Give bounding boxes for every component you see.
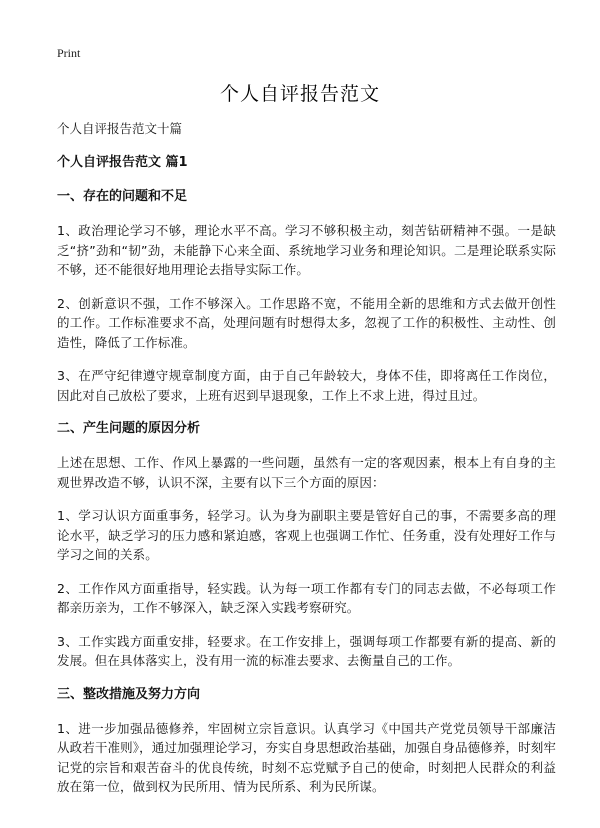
paragraph: 1、进一步加强品德修养，牢固树立宗旨意识。认真学习《中国共产党党员领导干部廉洁从政若干准则》，通过加强理论学习，夯实自身思想政治基础，加强自身品德修养，时刻牢记党的宗旨和艰苦奋斗的优良传统，时刻不忘党赋予自己的使命，时刻把人民群众的利益放在第一位，做到权为民所用、情为民所系、利为民所谋。	[57, 720, 556, 794]
paragraph: 1、政治理论学习不够，理论水平不高。学习不够积极主动，刻苦钻研精神不强。一是缺乏“挤”劲和“韧”劲，未能静下心来全面、系统地学习业务和理论知识。二是理论联系实际不够，还不能很好地用理论去指导实际工作。	[57, 223, 556, 277]
article-heading: 个人自评报告范文 篇1	[57, 155, 188, 170]
document-body	[57, 119, 556, 811]
page-title: 个人自评报告范文	[219, 83, 380, 105]
section-heading-causes: 二、产生问题的原因分析	[57, 421, 201, 436]
paragraph: 上述在思想、工作、作风上暴露的一些问题，虽然有一定的客观因素，根本上有自身的主观世界改造不够，认识不深，主要有以下三个方面的原因：	[57, 455, 556, 490]
print-button[interactable]: Print	[57, 46, 81, 60]
section-heading-problems: 一、存在的问题和不足	[57, 189, 188, 204]
paragraph: 3、工作实践方面重安排，轻要求。在工作安排上，强调每项工作都要有新的提高、新的发展。但在具体落实上，没有用一流的标准去要求、去衡量自己的工作。	[57, 633, 556, 668]
paragraph: 2、创新意识不强，工作不够深入。工作思路不宽，不能用全新的思维和方式去做开创性的工作。工作标准要求不高，处理问题有时想得太多，忽视了工作的积极性、主动性、创造性，降低了工作标准。	[57, 295, 556, 350]
document-subtitle: 个人自评报告范文十篇	[57, 121, 183, 136]
section-heading-measures: 三、整改措施及努力方向	[57, 686, 201, 702]
paragraph: 1、学习认识方面重事务，轻学习。认为身为副职主要是管好自己的事，不需要多高的理论水平，缺乏学习的压力感和紧迫感，客观上也强调工作忙、任务重，没有处理好工作与学习之间的关系。	[57, 508, 556, 562]
paragraph: 2、工作作风方面重指导，轻实践。认为每一项工作都有专门的同志去做，不必每项工作都亲历亲为，工作不够深入，缺乏深入实践考察研究。	[57, 580, 556, 615]
paragraph: 3、在严守纪律遵守规章制度方面，由于自己年龄较大，身体不佳，即将离任工作岗位，因此对自己放松了要求，上班有迟到早退现象，工作上不求上进，得过且过。	[57, 368, 556, 403]
